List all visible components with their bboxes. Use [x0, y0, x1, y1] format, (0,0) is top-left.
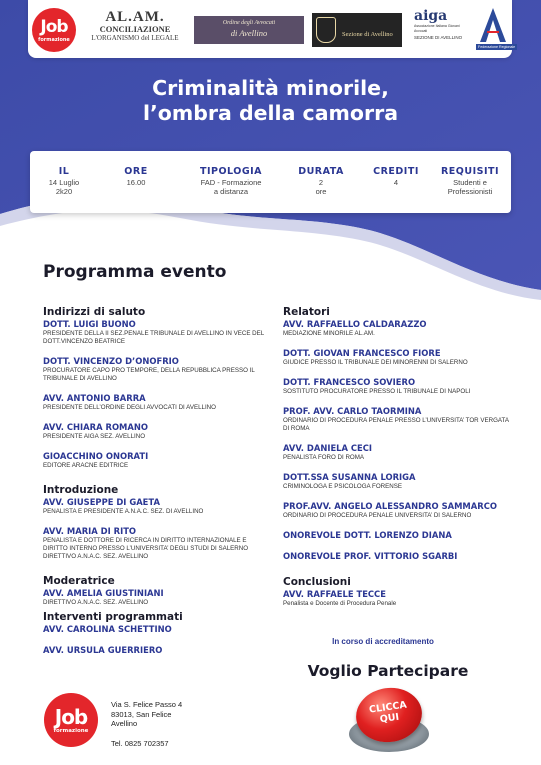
section-heading: Indirizzi di saluto	[43, 306, 146, 318]
speaker-entry: AVV. CAROLINA SCHETTINO	[43, 624, 172, 634]
alam-conciliazione-logo: AL.AM. CONCILIAZIONE L'ORGANISMO del LEGALE	[91, 9, 179, 42]
crest-icon	[316, 17, 336, 43]
speaker-entry: AVV. CHIARA ROMANO PRESIDENTE AIGA SEZ. AVELLINO	[43, 422, 149, 440]
event-title: Criminalità minorile, l’ombra della camorra	[142, 76, 399, 125]
info-requisiti: REQUISITI Studenti e Professionisti	[440, 166, 500, 196]
clicca-qui-button[interactable]	[346, 686, 432, 758]
info-tipologia: TIPOLOGIA FAD - Formazione a distanza	[199, 166, 263, 196]
section-heading: Relatori	[283, 306, 330, 318]
job-formazione-logo: Job formazione	[32, 8, 76, 52]
introduzione-section	[43, 484, 265, 561]
sezione-avellino-logo: Sezione di Avellino	[312, 13, 402, 47]
speaker-entry: AVV. URSULA GUERRIERO	[43, 645, 163, 655]
info-durata: DURATA 2 ore	[298, 166, 344, 196]
event-info-bar	[30, 151, 511, 213]
speaker-entry: GIOACCHINO ONORATI EDITORE ARACNE EDITRICE	[43, 451, 149, 469]
voglio-partecipare-heading: Voglio Partecipare	[307, 662, 469, 680]
info-date: IL 14 Luglio 2k20	[48, 166, 80, 196]
sponsor-logo-bar	[28, 0, 516, 58]
speaker-entry: AVV. DANIELA CECI PENALISTA FORO DI ROMA	[283, 443, 373, 461]
section-heading: Interventi programmati	[43, 611, 183, 623]
speaker-entry: DOTT. VINCENZO D’ONOFRIO PROCURATORE CAPO PRO TEMPORE, DELLA REPUBBLICA PRESSO IL TRIBUNALE DI AVELLINO	[43, 356, 255, 382]
accreditamento-note: In corso di accreditamento	[332, 637, 434, 646]
program-left-column	[43, 306, 265, 666]
ordine-avvocati-logo: Ordine degli Avvocati di Avellino	[194, 16, 304, 44]
federazione-regionale-logo: Federazione Regionale	[478, 6, 508, 46]
speaker-entry: PROF. AVV. CARLO TAORMINA ORDINARIO DI PROCEDURA PENALE PRESSO L’UNIVERSITA’ TOR VERGATA DI ROMA	[283, 406, 509, 432]
info-time: ORE 16.00	[124, 166, 148, 187]
speaker-entry: ONOREVOLE PROF. VITTORIO SGARBI	[283, 551, 458, 561]
speaker-entry: AVV. ANTONIO BARRA PRESIDENTE DELL’ORDINE DEGLI AVVOCATI DI AVELLINO	[43, 393, 216, 411]
speaker-entry: AVV. RAFFAELLO CALDARAZZO MEDIAZIONE MINORILE AL.AM.	[283, 319, 427, 337]
conclusioni-section	[283, 576, 509, 608]
interventi-section	[43, 611, 265, 656]
speaker-entry: DOTT. LUIGI BUONO PRESIDENTE DELLA II SEZ.PENALE TRIBUNALE DI AVELLINO IN VECE DEL DOTT.VINCENZO BEATRICE	[43, 319, 264, 345]
phone-number: Tel. 0825 702357	[111, 738, 169, 748]
program-right-column	[283, 306, 509, 618]
moderatrice-section	[43, 575, 265, 607]
speaker-entry: AVV. MARIA DI RITO PENALISTA E DOTTORE DI RICERCA IN DIRITTO INTERNAZIONALE E DIRITTO INTERNO PRESSO L’UNIVERSITA’ DEGLI STUDI DI SALERNO DIRETTIVO A.N.A.C. SEZ. AVELLINO	[43, 526, 249, 560]
speaker-entry: AVV. GIUSEPPE DI GAETA PENALISTA E PRESIDENTE A.N.A.C. SEZ. DI AVELLINO	[43, 497, 204, 515]
saluti-section	[43, 306, 265, 470]
speaker-entry: DOTT.SSA SUSANNA LORIGA CRIMINOLOGA E PSICOLOGA FORENSE	[283, 472, 416, 490]
programma-heading: Programma evento	[43, 262, 227, 282]
speaker-entry: ONOREVOLE DOTT. LORENZO DIANA	[283, 530, 452, 540]
footer-job-logo: Job formazione	[44, 693, 98, 747]
letter-a-icon	[478, 6, 508, 44]
section-heading: Moderatrice	[43, 575, 115, 587]
info-crediti: CREDITI 4	[373, 166, 419, 187]
speaker-entry: DOTT. FRANCESCO SOVIERO SOSTITUTO PROCURATORE PRESSO IL TRIBUNALE DI NAPOLI	[283, 377, 471, 395]
relatori-section	[283, 306, 509, 562]
speaker-entry: DOTT. GIOVAN FRANCESCO FIORE GIUDICE PRESSO IL TRIBUNALE DEI MINORENNI DI SALERNO	[283, 348, 468, 366]
red-push-button[interactable]: CLICCA QUI	[353, 684, 426, 747]
aiga-logo: aiga Associazione Italiana Giovani Avvocati SEZIONE DI AVELLINO	[414, 8, 463, 40]
footer-address: Via S. Felice Passo 4 83013, San Felice Avellino Tel. 0825 702357	[111, 700, 183, 748]
section-heading: Introduzione	[43, 484, 119, 496]
speaker-entry: AVV. AMELIA GIUSTINIANI DIRETTIVO A.N.A.C. SEZ. AVELLINO	[43, 588, 164, 606]
speaker-entry: PROF.AVV. ANGELO ALESSANDRO SAMMARCO ORDINARIO DI PROCEDURA PENALE UNIVERSITA’ DI SALERNO	[283, 501, 497, 519]
speaker-entry: AVV. RAFFAELE TECCE Penalista e Docente di Procedura Penale	[283, 589, 397, 607]
section-heading: Conclusioni	[283, 576, 351, 588]
